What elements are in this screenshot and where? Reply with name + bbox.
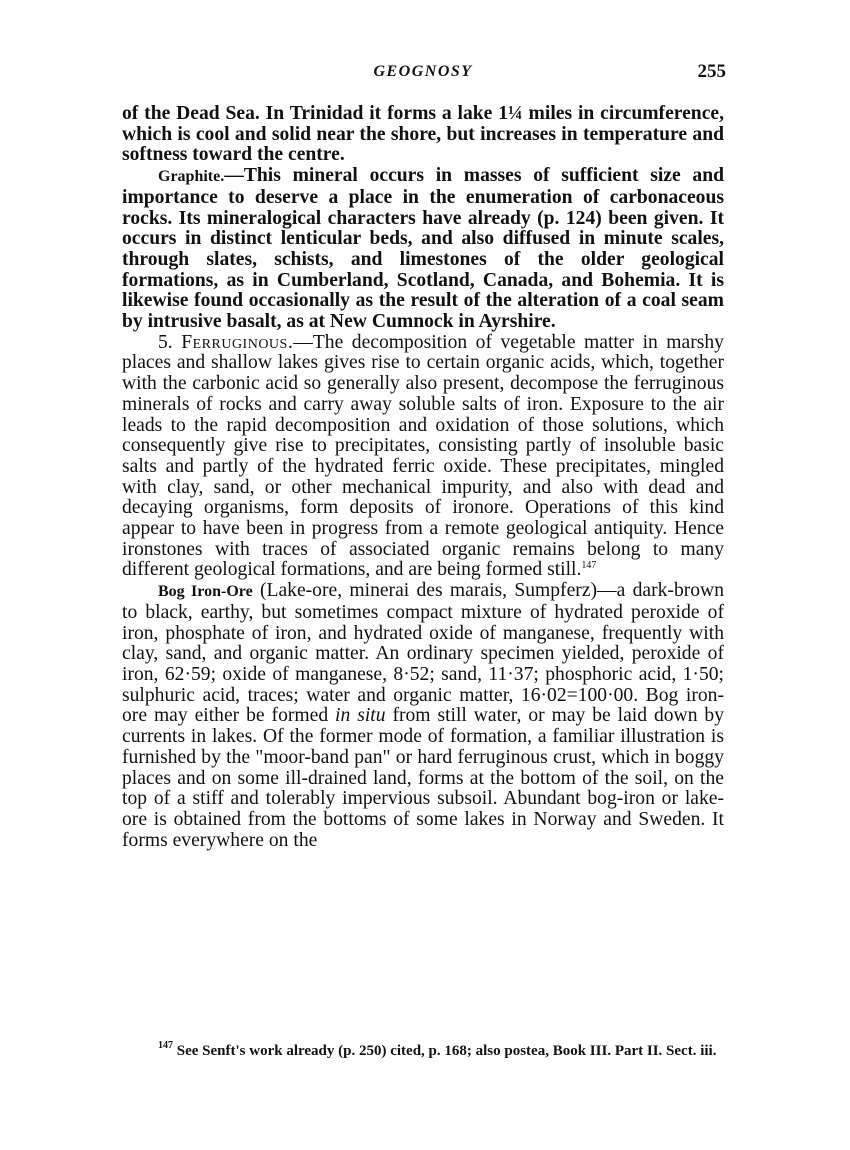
bog-iron-ore-text-1: (Lake-ore, minerai des marais, Sumpferz)—a dark-brown to black, earthy, but sometimes compact mixture of hydrated peroxide of iron, phosphate of iron, and hydrated oxide of manganese, frequently with clay, sand, and organic matter. An ordinary specimen yielded, peroxide of iron, 62·59; oxide of manganese, 8·52; sand, 11·37; phosphoric acid, 1·50; sulphuric acid, traces; water and organic matter, 16·02=100·00. Bog iron-ore may either be formed	[122, 580, 725, 727]
paragraph-bog-iron-ore	[122, 581, 724, 851]
footnote-number: 147	[158, 1040, 173, 1051]
bog-iron-ore-heading: Bog Iron-Ore	[158, 583, 253, 601]
section-number: 5.	[158, 331, 173, 353]
footnote-reference: 147	[581, 560, 597, 572]
bog-iron-ore-text-2: from still water, or may be laid down by currents in lakes. Of the former mode of formation, a familiar illustration is furnished by the "moor-band pan" or hard ferruginous crust, which in boggy places and on some ill-drained land, forms at the bottom of the soil, on the top of a stiff and tolerably impervious subsoil. Abundant bog-iron or lake-ore is obtained from the bottoms of some lakes in Norway and Sweden. It forms everywhere on the	[122, 705, 725, 851]
body-text	[122, 104, 724, 851]
footnote-body	[122, 1040, 730, 1060]
in-situ-term: in situ	[335, 705, 386, 727]
graphite-heading: Graphite.	[158, 168, 225, 186]
paragraph-dead-sea: of the Dead Sea. In Trinidad it forms a lake 1¼ miles in circumference, which is cool and solid near the shore, but increases in temperature and softness toward the centre.	[122, 103, 724, 166]
running-title: GEOGNOSY	[373, 63, 473, 80]
footnote-text: See Senft's work already (p. 250) cited, p. 168; also postea, Book III. Part II. Sect. iii.	[173, 1043, 717, 1059]
ferruginous-heading: Ferruginous.	[181, 331, 294, 353]
footnote	[122, 1040, 730, 1060]
ferruginous-text: —The decomposition of vegetable matter in marshy places and shallow lakes gives rise to certain organic acids, which, together with the carbonic acid so generally also present, decompose the ferruginous minerals of rocks and carry away soluble salts of iron. Exposure to the air leads to the rapid decomposition and oxidation of those solutions, which consequently give rise to precipitates, consisting partly of insoluble basic salts and partly of the hydrated ferric oxide. These precipitates, mingled with clay, sand, or other mechanical impurity, and also with dead and decaying organisms, form deposits of ironore. Operations of this kind appear to have been in progress from a remote geological antiquity. Hence ironstones with traces of associated organic remains belong to many different geological formations, and are being formed still.	[122, 331, 724, 581]
graphite-text: —This mineral occurs in masses of sufficient size and importance to deserve a place in the enumeration of carbonaceous rocks. Its mineralogical characters have already (p. 124) been given. It occurs in distinct lenticular beds, and also diffused in minute scales, through slates, schists, and limestones of the older geological formations, as in Cumberland, Scotland, Canada, and Bohemia. It is likewise found occasionally as the result of the alteration of a coal seam by intrusive basalt, as at New Cumnock in Ayrshire.	[122, 165, 724, 333]
page-number: 255	[697, 61, 726, 82]
paragraph-graphite	[122, 166, 724, 333]
running-head	[122, 63, 724, 87]
paragraph-ferruginous	[122, 333, 724, 581]
